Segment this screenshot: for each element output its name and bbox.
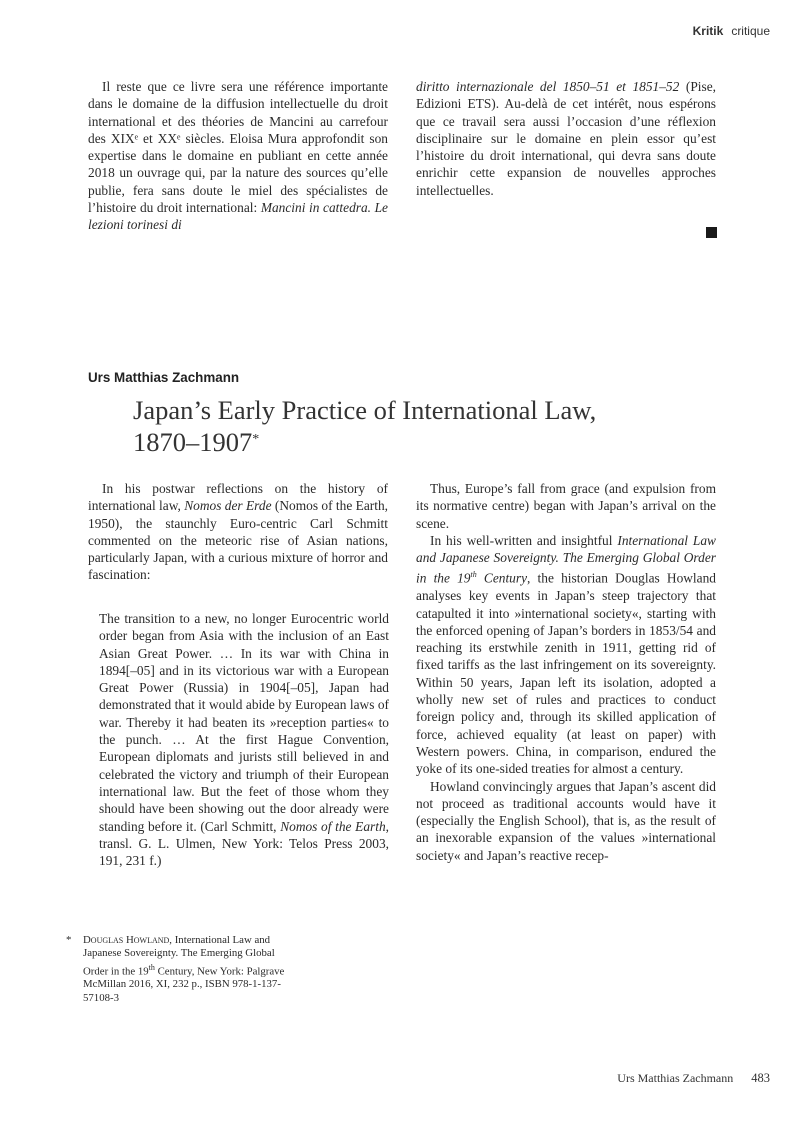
quote-citation: , transl. G. L. Ulmen, New York: Telos Press 2003, 191, 231 f.) — [99, 818, 390, 869]
page-number: 483 — [751, 1071, 770, 1085]
article-author: Urs Matthias Zachmann — [88, 370, 240, 385]
right-paragraph-1: Thus, Europe’s fall from grace (and expulsion from its normative centre) began with Japan’s arrival on the scene. — [416, 481, 716, 531]
running-footer — [617, 1071, 770, 1086]
intro-text-cont: (Nomos of the Earth, 1950), the staunchly Euro-centric Carl Schmitt commented on the meteoric rise of Asian nations, particularly Japan, with a curious mixture of horror and fascination: — [88, 498, 388, 583]
section-label: Kritik — [692, 24, 724, 38]
right-paragraph-2: In his well-written and insightful — [430, 532, 618, 548]
running-header — [693, 24, 770, 38]
title-footnote-mark: * — [252, 432, 260, 447]
footnote-text-cont: Century, New York: Palgrave McMillan 2016, XI, 232 p., ISBN 978-1-137-57108-3 — [83, 965, 285, 1004]
intro-text: In his postwar reflections on the history of international law, — [88, 481, 388, 514]
footnote-text: , International Law and Japanese Sovereignty. The Emerging Global Order in the 19 — [83, 934, 275, 978]
right-paragraph-2-cont: , the historian Douglas Howland analyses key events in Japan’s steep trajectory that catapulted it into »international society«, starting with the enforced opening of Japan’s borders in 1853/54 and reaching its erstwhile zenith in 1911, getting rid of fixed tariffs as the last infringement on its sovereignty. Within 50 years, Japan left its isolation, adopted a wholly new set of rules and practices to conduct foreign policy and, through its skilled application of force, achieved equality (at least on paper) with Western powers. China, in comparison, endured the yoke of its one-sided treaties for almost a century. — [416, 570, 716, 777]
quote-italic: Nomos of the Earth — [280, 818, 386, 834]
title-line-1: Japan’s Early Practice of International Law, — [133, 395, 597, 425]
footnote-author: Douglas Howland — [83, 934, 170, 946]
book-title-italic: International Law and Japanese Sovereignty. The Emerging Global Order in the 19 — [416, 532, 716, 586]
article-title — [133, 394, 693, 458]
block-quote — [99, 610, 389, 869]
footnote-mark: * — [66, 934, 72, 946]
footer-author: Urs Matthias Zachmann — [617, 1071, 734, 1085]
title-line-2: 1870–1907 — [133, 427, 253, 457]
right-column-text: (Pise, Edizioni ETS). Au-delà de cet intérêt, nous espérons que ce travail sera aussi l’occasion d’une réflexion disciplinaire sur le domaine en plein essor qu’est l’histoire du droit international, qui devra sans doute enrichir cette expansion de nouvelles approches intellectuelles. — [416, 79, 717, 198]
article-left-column — [88, 480, 388, 584]
quote-text: The transition to a new, no longer Eurocentric world order began from Asia with the inclusion of an East Asian Great Power. … In its war with China in 1894[–05] and in its victorious war with a European Great Power (Russia) in 1904[–05], Japan had demonstrated that it would abide by European laws of war. Thereby it had beaten its »reception parties« to the punch. … At the first Hague Convention, European diplomats and jurists still believed in and celebrated the victory and triumph of their European international law. But the feet of those whom they should have been showing out the door already were standing before it. (Carl Schmitt, — [99, 611, 389, 834]
right-column-italic: diritto internazionale del 1850–51 et 1851–52 — [416, 79, 680, 94]
intro-italic-title: Nomos der Erde — [184, 498, 272, 514]
end-of-review-square — [706, 227, 717, 238]
book-title-italic-end: Century — [476, 570, 528, 586]
left-column-text: Il reste que ce livre sera une référence importante dans le domaine de la diffusion intellectuelle du droit international et des théories de Mancini au carrefour des XIXᵉ et XXᵉ siècles. Eloisa Mura approfondit son expertise dans le domaine en publiant en cette année 2018 un ouvrage qui, par la nature des sources qu’elle publie, fera sans doute le miel des spécialistes de l’histoire du droit international: — [88, 79, 388, 216]
article-right-column — [416, 480, 716, 864]
section-sublabel: critique — [731, 24, 770, 38]
right-paragraph-3: Howland convincingly argues that Japan’s ascent did not proceed as traditional accounts would have it (especially the English School), that is, as the result of an inexorable expansion of the values »international society« and Japan’s reactive recep- — [416, 778, 716, 863]
left-column-italic: Mancini in cattedra. Le lezioni torinesi di — [88, 200, 389, 233]
footnote — [66, 934, 286, 1005]
review-end-left-column — [88, 78, 388, 234]
footnote-sup: th — [148, 962, 155, 972]
book-title-sup: th — [470, 570, 477, 580]
review-end-right-column — [416, 78, 716, 199]
